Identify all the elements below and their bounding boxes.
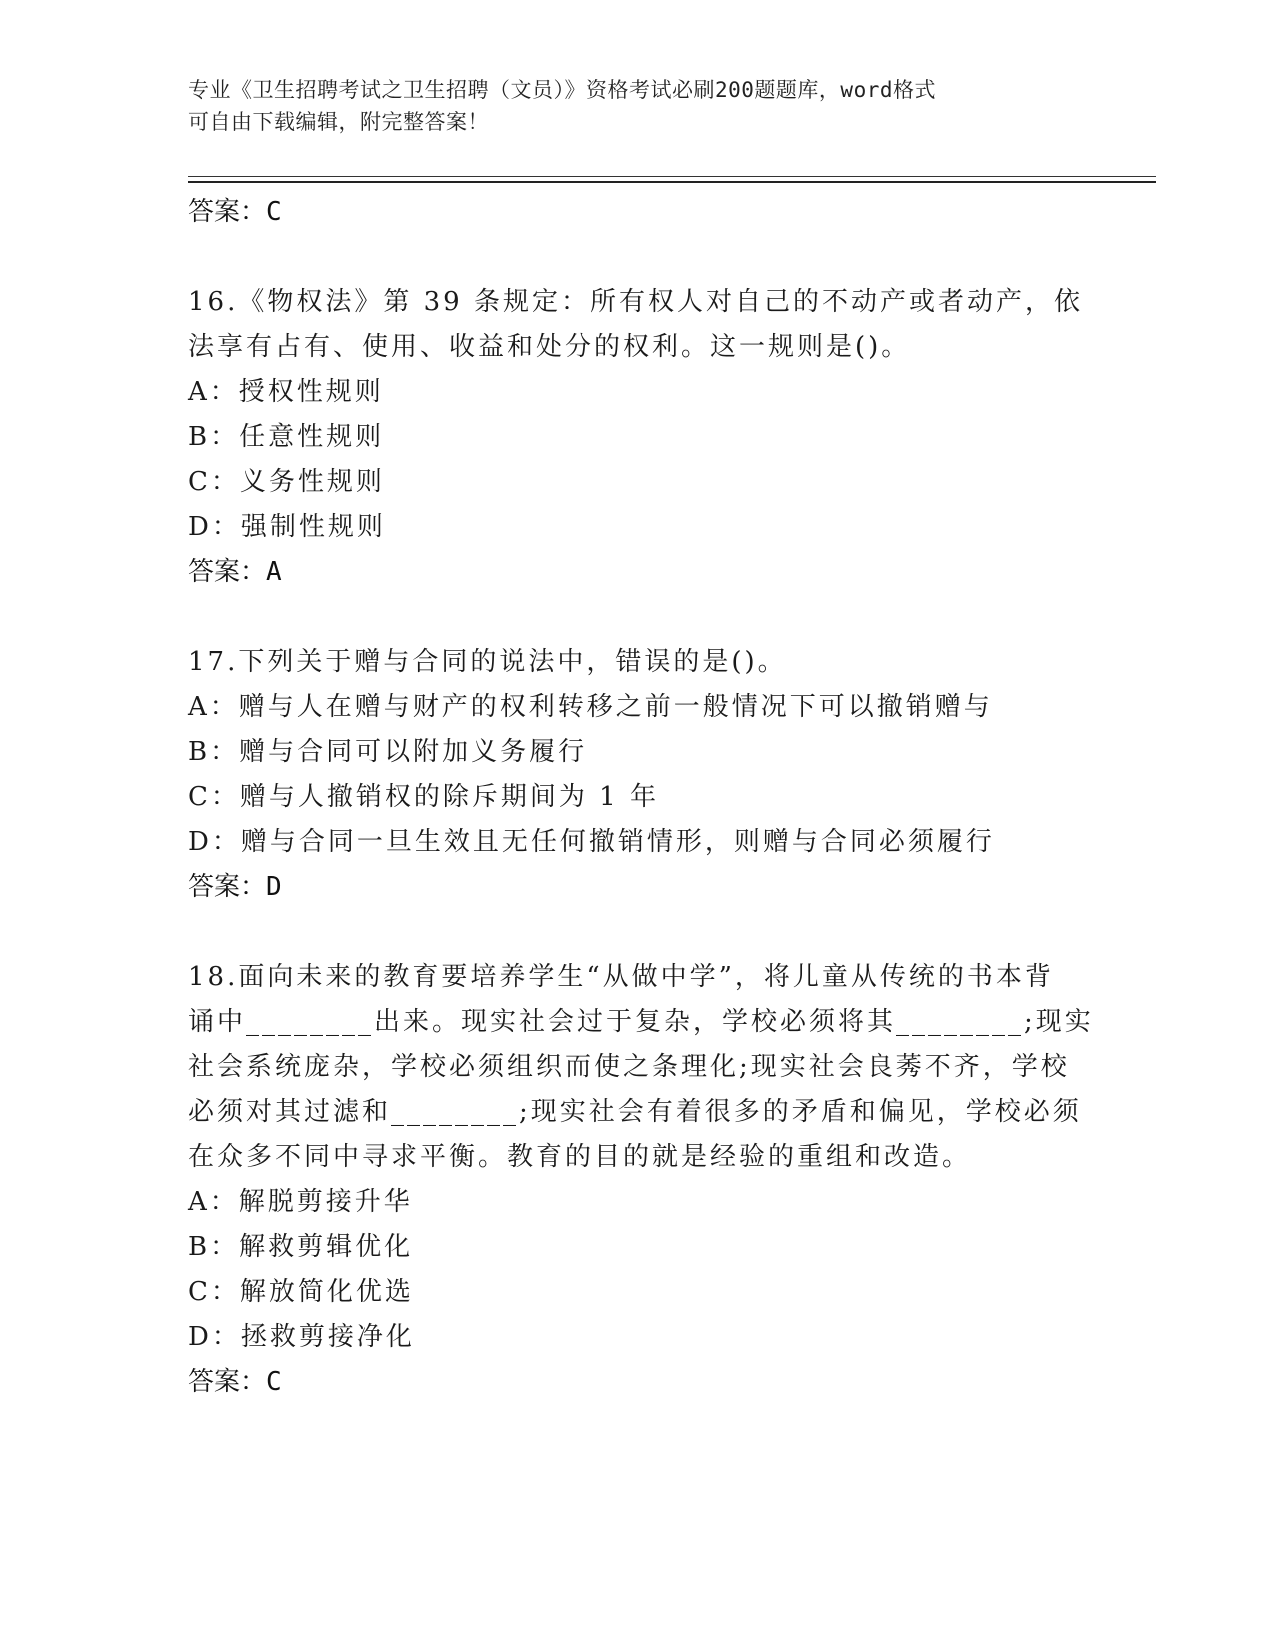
option-c: C：赠与人撤销权的除斥期间为 1 年 [188,782,659,812]
answer-line [188,550,1088,595]
option-a: A：赠与人在赠与财产的权利转移之前一般情况下可以撤销赠与 [188,692,993,722]
page-header [188,74,1088,138]
spacer [188,595,1088,640]
option-a: A：授权性规则 [188,377,384,407]
previous-answer [188,190,1088,235]
header-divider-thin [188,176,1156,177]
question-stem-line: 18.面向未来的教育要培养学生“从做中学”，将儿童从传统的书本背 [188,962,1054,992]
option-c: C：解放简化优选 [188,1277,414,1307]
option-c: C：义务性规则 [188,467,385,497]
answer-value: A [266,557,282,587]
header-divider-thick [188,181,1156,183]
option-b: B：解救剪辑优化 [188,1232,414,1262]
answer-value: D [266,872,282,902]
answer-line [188,1360,1088,1405]
question-stem-line: 社会系统庞杂，学校必须组织而使之条理化;现实社会良莠不齐，学校 [188,1052,1070,1082]
option-b: B：任意性规则 [188,422,385,452]
answer-value: C [266,197,282,227]
header-line-2: 可自由下载编辑，附完整答案！ [188,110,489,134]
answer-value: C [266,1367,282,1397]
question-18 [188,955,1094,1405]
option-d: D：强制性规则 [188,512,386,542]
question-stem-line: 诵中________出来。现实社会过于复杂，学校必须将其________;现实 [188,1007,1094,1037]
question-16 [188,280,1088,595]
answer-label: 答案： [188,557,267,587]
question-stem-line: 16.《物权法》第 39 条规定：所有权人对自己的不动产或者动产，依 [188,287,1083,317]
spacer [188,910,1088,955]
spacer [188,235,1088,280]
question-stem-line: 17.下列关于赠与合同的说法中，错误的是()。 [188,647,787,677]
option-b: B：赠与合同可以附加义务履行 [188,737,588,767]
question-stem-line: 在众多不同中寻求平衡。教育的目的就是经验的重组和改造。 [188,1142,972,1172]
option-d: D：赠与合同一旦生效且无任何撤销情形，则赠与合同必须履行 [188,827,995,857]
question-content [188,190,1094,1405]
answer-label: 答案： [188,872,267,902]
question-17 [188,640,1088,910]
option-d: D：拯救剪接净化 [188,1322,415,1352]
question-stem-line: 必须对其过滤和________;现实社会有着很多的矛盾和偏见，学校必须 [188,1097,1082,1127]
answer-label: 答案： [188,197,267,227]
option-a: A：解脱剪接升华 [188,1187,413,1217]
header-line-1: 专业《卫生招聘考试之卫生招聘（文员）》资格考试必刷200题题库，word格式 [188,78,936,102]
answer-line [188,865,1088,910]
question-stem-line: 法享有占有、使用、收益和处分的权利。这一规则是()。 [188,332,911,362]
answer-label: 答案： [188,1367,267,1397]
